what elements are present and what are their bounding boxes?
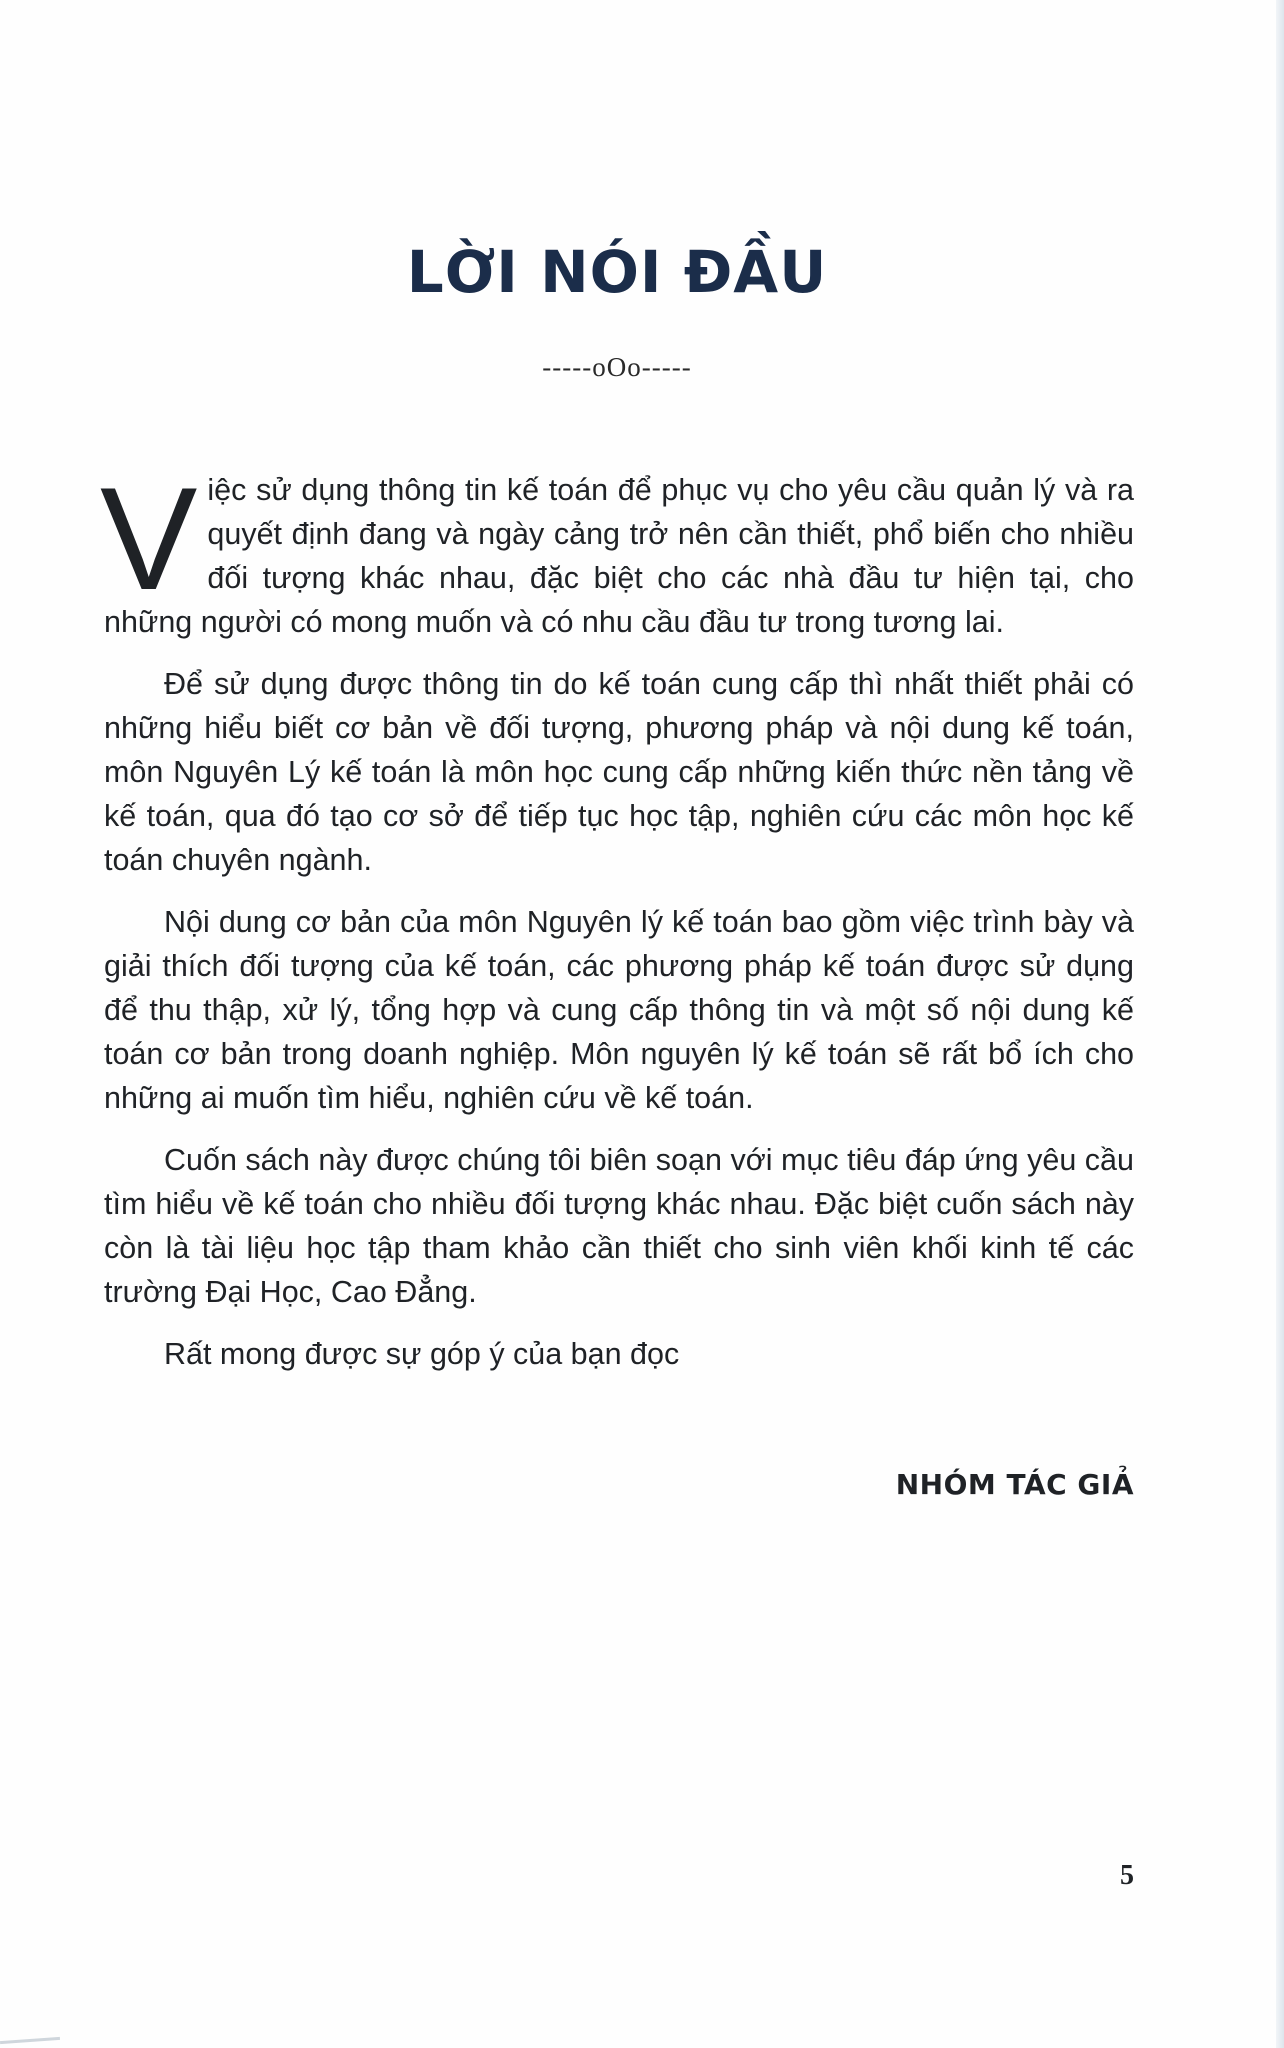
preface-body (100, 457, 1134, 1394)
paragraph-1-text: iệc sử dụng thông tin kế toán để phục vụ cho yêu cầu quản lý và ra quyết định đang và ngày cảng trở nên cần thiết, phổ biến cho nhiều đối tượng khác nhau, đặc biệt cho các nhà đầu tư hiện tại, cho những người có mong muốn và có nhu cầu đầu tư trong tương lai. (104, 473, 1134, 639)
drop-cap: V (100, 457, 198, 620)
page-number: 5 (1120, 1860, 1134, 1891)
page-title: LỜI NÓI ĐẦU (406, 238, 828, 306)
scan-mark (0, 2037, 60, 2044)
paragraph-3: Nội dung cơ bản của môn Nguyên lý kế toán bao gồm việc trình bày và giải thích đối tượng của kế toán, các phương pháp kế toán được sử dụng để thu thập, xử lý, tổng hợp và cung cấp thông tin và một số nội dung kế toán cơ bản trong doanh nghiệp. Môn nguyên lý kế toán sẽ rất bổ ích cho những ai muốn tìm hiểu, nghiên cứu về kế toán. (104, 905, 1134, 1115)
closing-line: Rất mong được sự góp ý của bạn đọc (164, 1337, 680, 1371)
author-signature: NHÓM TÁC GIẢ (895, 1468, 1134, 1501)
paragraph-2: Để sử dụng được thông tin do kế toán cung cấp thì nhất thiết phải có những hiểu biết cơ bản về đối tượng, phương pháp và nội dung kế toán, môn Nguyên Lý kế toán là môn học cung cấp những kiến thức nền tảng về kế toán, qua đó tạo cơ sở để tiếp tục học tập, nghiên cứu các môn học kế toán chuyên ngành. (104, 667, 1134, 877)
paragraph-4: Cuốn sách này được chúng tôi biên soạn với mục tiêu đáp ứng yêu cầu tìm hiểu về kế toán cho nhiều đối tượng khác nhau. Đặc biệt cuốn sách này còn là tài liệu học tập tham khảo cần thiết cho sinh viên khối kinh tế các trường Đại Học, Cao Đẳng. (104, 1143, 1134, 1309)
title-ornament: -----oOo----- (542, 352, 692, 382)
page-edge (1276, 0, 1284, 2048)
paragraph-1 (100, 457, 1134, 644)
